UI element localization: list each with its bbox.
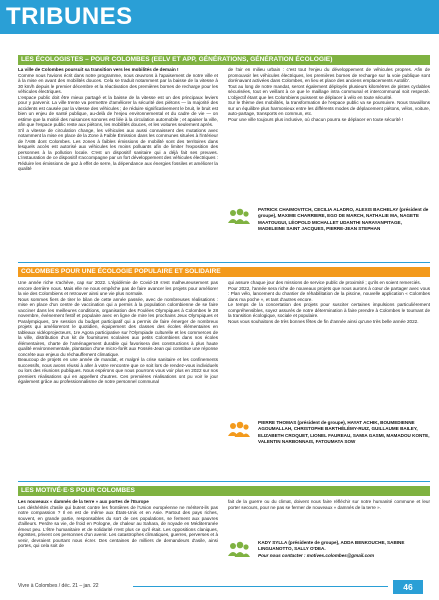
section-title-motives: LES MOTIVÉ·E·S POUR COLOMBES	[18, 486, 430, 496]
paragraph: Pour 2022, l'année sera riche de nouveaux projets que nous aurons à cœur de partager avec vous : Plan vélo, lancement du chantier de réhabilitation de la piscine, nouvelle application « Colombes dans ma poche », et tant d'autres encore.	[228, 285, 430, 302]
paragraph: Tout au long de notre mandat, seront également déployés plusieurs kilomètres de pistes cyclables sécurisées, tout en veillant à ce que le maillage intra communal et intercommunal soit respecté. L'objectif étant que les Colombiens puissent se déplacer à vélo en toute sécurité.	[228, 83, 430, 100]
people-group-icon	[228, 420, 250, 438]
people-group-icon	[228, 207, 250, 225]
paragraph: Le temps de la concertation des projets pour susciter certaines impulsions particulièrement compréhensibles, soyez assurés de notre détermination à faire prendre à Colombes le tournant de la transition écologique, sociale et populaire.	[228, 302, 430, 318]
paragraph: Les déshérités d'asile qui butent contre les frontières de l'Union européenne ne méritent-ils pas notre compassion ? Il en est de même aux États-Unis et en Asie. Partout des pays riches, souvent, en grande partie, responsables du sort de ces populations, se ferment aux pauvres d'ailleurs. Perdre sa vie, de froid en Pologne, de chaleur au Sahara, de noyade en Méditerranée émeut peu. L'être humanitaire et de solidarité n'est plus ce qu'il était. Les oppositions claniques, égoïstes, privent ces personnes d'un avenir. Les catastrophes climatiques, guerres, perverses et à venir, devraient pourtant nous écrer. Des centaines de milliers de demandeurs d'asile, ainsi portes, qui cela soit de	[18, 504, 218, 548]
section-ecologie-populaire-right-column	[228, 280, 430, 324]
people-group-icon	[228, 540, 250, 558]
section-motives-right-column	[228, 499, 430, 510]
page-header	[0, 0, 439, 34]
paragraph: Pour une ville toujours plus inclusive, où chacun pourra se déplacer en toute sécurité !	[228, 116, 404, 122]
lead-heading: Les nouveaux « damnés de la terre » aux portes de l'Europe	[18, 499, 149, 504]
section-divider	[18, 262, 430, 263]
paragraph: Une année riche s'achève, cap sur 2022. L'épidémie de Covid-19 s'est malheureusement pas encore derrière nous. Mais elle ne nous empêche pas de faire avancer les projets pour améliorer la vie des Colombiens et retrouver ainsi une vie plus normale.	[18, 280, 218, 296]
section-motives-left-column	[18, 499, 218, 549]
section-ecologistes-left-column	[18, 67, 218, 172]
paragraph: de l'air en milieu urbain : c'est tout l'enjeu du développement de véhicules propres. Afin de promouvoir les véhicules électriques, les premières bornes de recharge sur la voie publique sont dorénavant activées dans Colombes, en lieu et place des anciens emplacements Autolib'.	[228, 67, 430, 83]
footer-rule	[133, 586, 388, 587]
section-title-ecologie-populaire: COLOMBES POUR UNE ÉCOLOGIE POPULAIRE ET SOLIDAIRE	[18, 267, 430, 277]
paragraph: fait de la guerre ou du climat, doivent nous faire réfléchir sur notre humanité commune et leur porter secours, pour ne pas se fermer de nouveaux « damnés de la terre ».	[228, 499, 430, 510]
page-number: 46	[393, 580, 423, 594]
paragraph: Sur le thème des mobilités, la transformation de l'espace public va se poursuivre. Nous travaillons sur un équilibre plus harmonieux entre les différents modes de déplacement piétons, vélos, voiture, auto-partage, transports en commun, etc.	[228, 100, 430, 116]
lead-heading: La ville de Colombes poursuit sa transition vers les mobilités de demain !	[18, 67, 179, 72]
section-divider	[18, 481, 430, 482]
paragraph: Nous vous souhaitons de très bonnes fêtes de fin d'année ainsi qu'une très belle année 2022.	[228, 318, 419, 324]
section-title-ecologistes: LES ÉCOLOGISTES – POUR COLOMBES (EELV ET APP, GÉNÉRATIONS, GÉNÉRATION ÉCOLOGIE)	[18, 55, 430, 65]
publication-name: Vivre à Colombes / déc. 21 – jan. 22	[18, 583, 99, 589]
page-footer	[18, 580, 430, 594]
paragraph: Beaucoup de projets en une année de mandat, et malgré la crise sanitaire et les confinements successifs, nous avons réussi à aller à votre rencontre que ce soit lors de rendez-vous individuels ou lors des réunions publiques. Nous espérons que nous pourrons vous voir plus en 2022 sur nos premiers réalisations qui en appellent d'autres. Ces premières réalisations ont pu voir le jour également grâce au professionnalisme de notre personnel communal	[18, 357, 218, 384]
signatories-names: KADY SYLLA (présidente de groupe), ADDA BENKOUCHE, SABINE LINGUANOTTO, SALLY O'DEA.	[258, 540, 405, 552]
contact-email[interactable]: Pour nous contacter : motives.colombes@gmail.com	[258, 552, 375, 558]
signatories-names: PIERRE THOMAS (président de groupe), HAYAT ACHIK, BOUMEDIENNE AGOUMALLAH, CHRISTOPHE BARTHÉLÉMY-RUIZ, GUILLAUME BAILEY, ELIZABETH CROQUET, LIONEL FAUREAU, SAMIA GASMI, MAMADOU KONTE, VALENTIN NARBONNAIS, FATOUMATA SOW	[258, 420, 430, 444]
paragraph: Nous sommes fiers de tirer le bilan de cette année passée, avec de nombreuses réalisations : mise en place d'un centre de vaccination qui a permis à la population colombienne de se faire vacciner dans les meilleures conditions, organisation des Foulées Olympiques à Colombes le 28 novembre, événement festif et populaire avec en ligne de mire les prochains Jeux Olympiques et Paralympiques, 1re session du budget participatif qui a permis de faire émerger de nombreux projets qui amélioreront le quotidien, équipement des classes des écoles élémentaires en tableaux vidéoprojecteurs, 1re Agora participative sur l'Olympiade culturelle et les commerces de la ville, distribution d'un kit de fournitures scolaires aux petits Colombiens dans nos écoles élémentaires, charte de l'aménagement durable qui favorisera des constructions à plus haute qualité environnementale, plantation d'une micro-forêt aux Fossés-Jean qui constitue une réponse concrète aux enjeux du réchauffement climatique.	[18, 296, 218, 357]
signatories-motives	[228, 540, 430, 559]
signatories-ecologistes	[228, 207, 430, 232]
paragraph: L'espace public doit être mieux partagé et la baisse de la vitesse est un des principaux leviers pour y parvenir. La ville trente va permettre d'améliorer la sécurité des piétons — la majorité des accidents est causée par la vitesse des véhicules ; de réduire significativement le bruit, le bruit est bien un enjeu de santé publique, au-delà de l'enjeu environnemental et du cadre de vie — on estime que la moitié des nuisances sonores est liée à la circulation automobile ; et apaiser la ville, afin que l'espace public reste aux piétons, les mobilités douces, et les voitures seulement après.	[18, 94, 218, 127]
page-title: TRIBUNES	[6, 3, 133, 30]
section-ecologie-populaire-left-column	[18, 280, 218, 385]
signatories-ecologie-populaire	[228, 420, 430, 445]
paragraph: qui assure chaque jour des missions de service public de proximité ; qu'ils en soient remerciés.	[228, 280, 421, 285]
signatories-names: PATRICK CHAIMOVITCH, CECILIA ALADRO, ALEXIS BACHELAY (président de groupe), MAXIME CHARRIERE, EGO DE MARCH, NATHALIE MA, NAGETE MAATOUGUI, LÉOPOLD MICHALLET UDANTHI NARAYANPITAGE, MADELEINE SAINT JACQUES, PIERRE-JEAN STEPHAN	[258, 207, 429, 231]
section-ecologistes-right-column	[228, 67, 430, 122]
paragraph: Comme nous l'avions écrit dans notre programme, nous œuvrons à l'apaisement de notre ville et à la mise en avant des mobilités douces. Cela se traduit notamment par la baisse de la vitesse à 30 km/h depuis le premier décembre et la réactivation des premières bornes de recharge pour les véhicules électriques.	[18, 72, 218, 94]
paragraph: S'il a vitesse de circulation change, les véhicules aux aussi connaissent des mutations avec notamment la mise en place de la Zone à Faible Émission dans les communes situées à l'intérieur de l'A86 dont Colombes. Les zones à faibles émissions de mobilité sont des territoires dans lesquels accès est autorisé aux véhicules les moins polluants afin de limiter l'exposition des personnes à la pollution locale. C'est un dispositif sanitaire qui a déjà fait ses preuves. L'instauration de ce dispositif s'accompagne par un fort développement des véhicules électriques : Réduire les émissions de gaz à effet de serre, la dépendance aux énergies fossiles et améliorer la qualité	[18, 127, 218, 171]
